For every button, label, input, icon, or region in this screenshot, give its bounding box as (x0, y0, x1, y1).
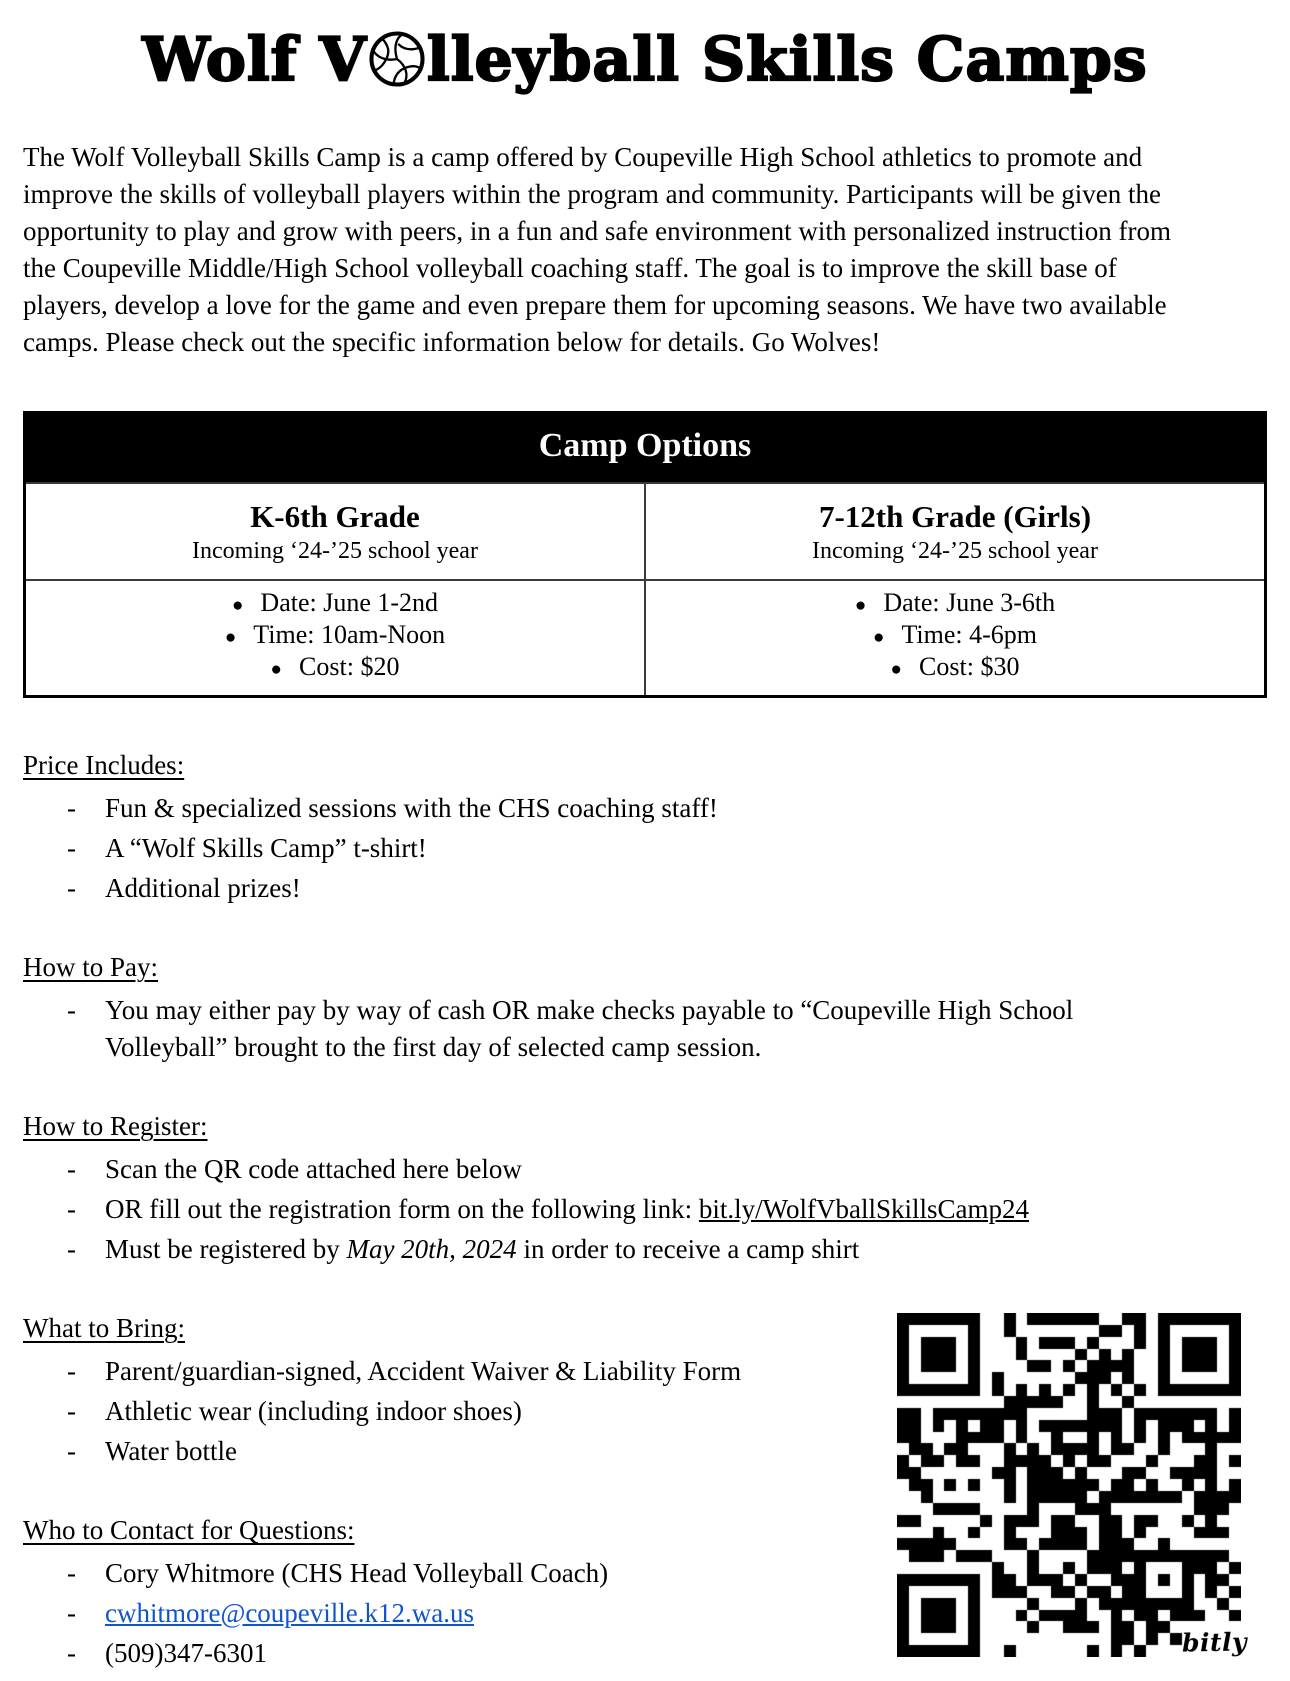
dash-bullet: - (67, 1154, 76, 1184)
registration-link[interactable]: bit.ly/WolfVballSkillsCamp24 (698, 1194, 1029, 1224)
table-bullet-item (26, 620, 644, 652)
text-segment: (509)347-6301 (105, 1638, 267, 1668)
text-segment: Additional prizes! (105, 873, 301, 903)
bullet-icon: ● (854, 595, 867, 616)
bullet-icon: ● (231, 595, 244, 616)
text-segment: OR fill out the registration form on the following link: (105, 1194, 699, 1224)
list-item (23, 1151, 1267, 1188)
dash-bullet: - (67, 1356, 76, 1386)
bitly-logo: bitly (1181, 1627, 1248, 1658)
list-item-text (105, 1635, 267, 1672)
intro-paragraph: The Wolf Volleyball Skills Camp is a camp offered by Coupeville High School athletics to promote and improve the skills of volleyball players within the program and community. Participants will be given the opportunity to play and grow with peers, in a fun and safe environment with personalized instruction from the Coupeville Middle/High School volleyball coaching staff. The goal is to improve the skill base of players, develop a love for the game and even prepare them for upcoming seasons. We have two available camps. Please check out the specific information below for details. Go Wolves! (23, 142, 1171, 357)
text-segment: Scan the QR code attached here below (105, 1154, 522, 1184)
text-segment: Fun & specialized sessions with the CHS coaching staff! (105, 793, 718, 823)
section-heading-who-to-contact: Who to Contact for Questions: (23, 1515, 355, 1545)
list-item-text (105, 1231, 859, 1268)
section-list (23, 1151, 1267, 1268)
table-bullet-item (646, 588, 1264, 620)
text-segment: Water bottle (105, 1436, 238, 1466)
table-bullet-text: Date: June 3-6th (883, 588, 1056, 617)
text-segment: in order to receive a camp shirt (516, 1234, 860, 1264)
email-link[interactable]: cwhitmore@coupeville.k12.wa.us (105, 1598, 475, 1628)
title-text-left: Wolf V (142, 25, 367, 95)
list-item (23, 992, 1267, 1066)
table-bullet-item (646, 652, 1264, 684)
column-header-7-12 (645, 483, 1266, 580)
list-item-text (105, 790, 718, 827)
list-item-text (105, 870, 301, 907)
dash-bullet: - (67, 1234, 76, 1264)
list-item-text (105, 1555, 608, 1592)
bullet-icon: ● (872, 627, 885, 648)
section-heading-how-to-pay: How to Pay: (23, 952, 158, 982)
bullet-icon: ● (890, 659, 903, 680)
list-item-text (105, 1393, 522, 1430)
table-bullet-text: Time: 4-6pm (901, 620, 1038, 649)
list-item (23, 790, 1267, 827)
flyer-page (0, 22, 1290, 1672)
column-header-k6 (25, 483, 646, 580)
table-bullet-text: Time: 10am-Noon (253, 620, 446, 649)
list-item (23, 1231, 1267, 1268)
column-subtitle: Incoming ‘24-’25 school year (192, 538, 478, 564)
section-list (23, 790, 1267, 907)
section-price-includes (23, 747, 1267, 907)
dash-bullet: - (67, 873, 76, 903)
text-segment: Athletic wear (including indoor shoes) (105, 1396, 522, 1426)
page-title (23, 22, 1267, 98)
column-title: 7-12th Grade (Girls) (818, 499, 1092, 534)
dash-bullet: - (67, 995, 76, 1025)
list-item (23, 1191, 1267, 1228)
dash-bullet: - (67, 1396, 76, 1426)
section-how-to-pay (23, 949, 1267, 1066)
qr-code-image (897, 1313, 1241, 1657)
text-segment: You may either pay by way of cash OR make checks payable to “Coupeville High School Volleyball” brought to the first day of selected camp session. (105, 995, 1074, 1062)
list-item (23, 870, 1267, 907)
text-segment: Must be registered by (105, 1234, 347, 1264)
dash-bullet: - (67, 793, 76, 823)
section-heading-how-to-register: How to Register: (23, 1111, 208, 1141)
column-subtitle: Incoming ‘24-’25 school year (812, 538, 1098, 564)
dash-bullet: - (67, 1638, 76, 1668)
dash-bullet: - (67, 833, 76, 863)
qr-code (897, 1313, 1248, 1658)
table-bullet-text: Date: June 1-2nd (260, 588, 439, 617)
table-bullet-item (26, 588, 644, 620)
list-item-text (105, 830, 427, 867)
list-item-text (105, 1433, 237, 1470)
list-item-text (105, 1595, 474, 1632)
text-segment: Cory Whitmore (CHS Head Volleyball Coach) (105, 1558, 609, 1588)
table-bullet-item (646, 620, 1264, 652)
list-item-text (105, 1191, 1029, 1228)
table-bullet-item (26, 652, 644, 684)
list-item-text (105, 1151, 522, 1188)
column-details-7-12 (645, 580, 1266, 697)
list-item-text (105, 992, 1185, 1066)
column-details-k6 (25, 580, 646, 697)
table-bullet-text: Cost: $30 (919, 652, 1020, 681)
list-item-text (105, 1353, 741, 1390)
list-item (23, 830, 1267, 867)
text-segment: A “Wolf Skills Camp” t-shirt! (105, 833, 427, 863)
bullet-icon: ● (224, 627, 237, 648)
column-title: K-6th Grade (250, 499, 420, 534)
dash-bullet: - (67, 1558, 76, 1588)
dash-bullet: - (67, 1598, 76, 1628)
table-header: Camp Options (25, 413, 1266, 484)
text-segment: May 20th, 2024 (346, 1234, 517, 1264)
table-bullet-text: Cost: $20 (299, 652, 400, 681)
dash-bullet: - (67, 1194, 76, 1224)
section-heading-what-to-bring: What to Bring: (23, 1313, 185, 1343)
dash-bullet: - (67, 1436, 76, 1466)
text-segment: Parent/guardian-signed, Accident Waiver & Liability Form (105, 1356, 742, 1386)
camp-options-table (23, 411, 1267, 698)
volleyball-icon (368, 30, 426, 88)
section-list (23, 992, 1267, 1066)
section-how-to-register (23, 1108, 1267, 1268)
title-text-right: lleyball Skills Camps (426, 25, 1148, 95)
bullet-icon: ● (270, 659, 283, 680)
section-heading-price-includes: Price Includes: (23, 750, 185, 780)
